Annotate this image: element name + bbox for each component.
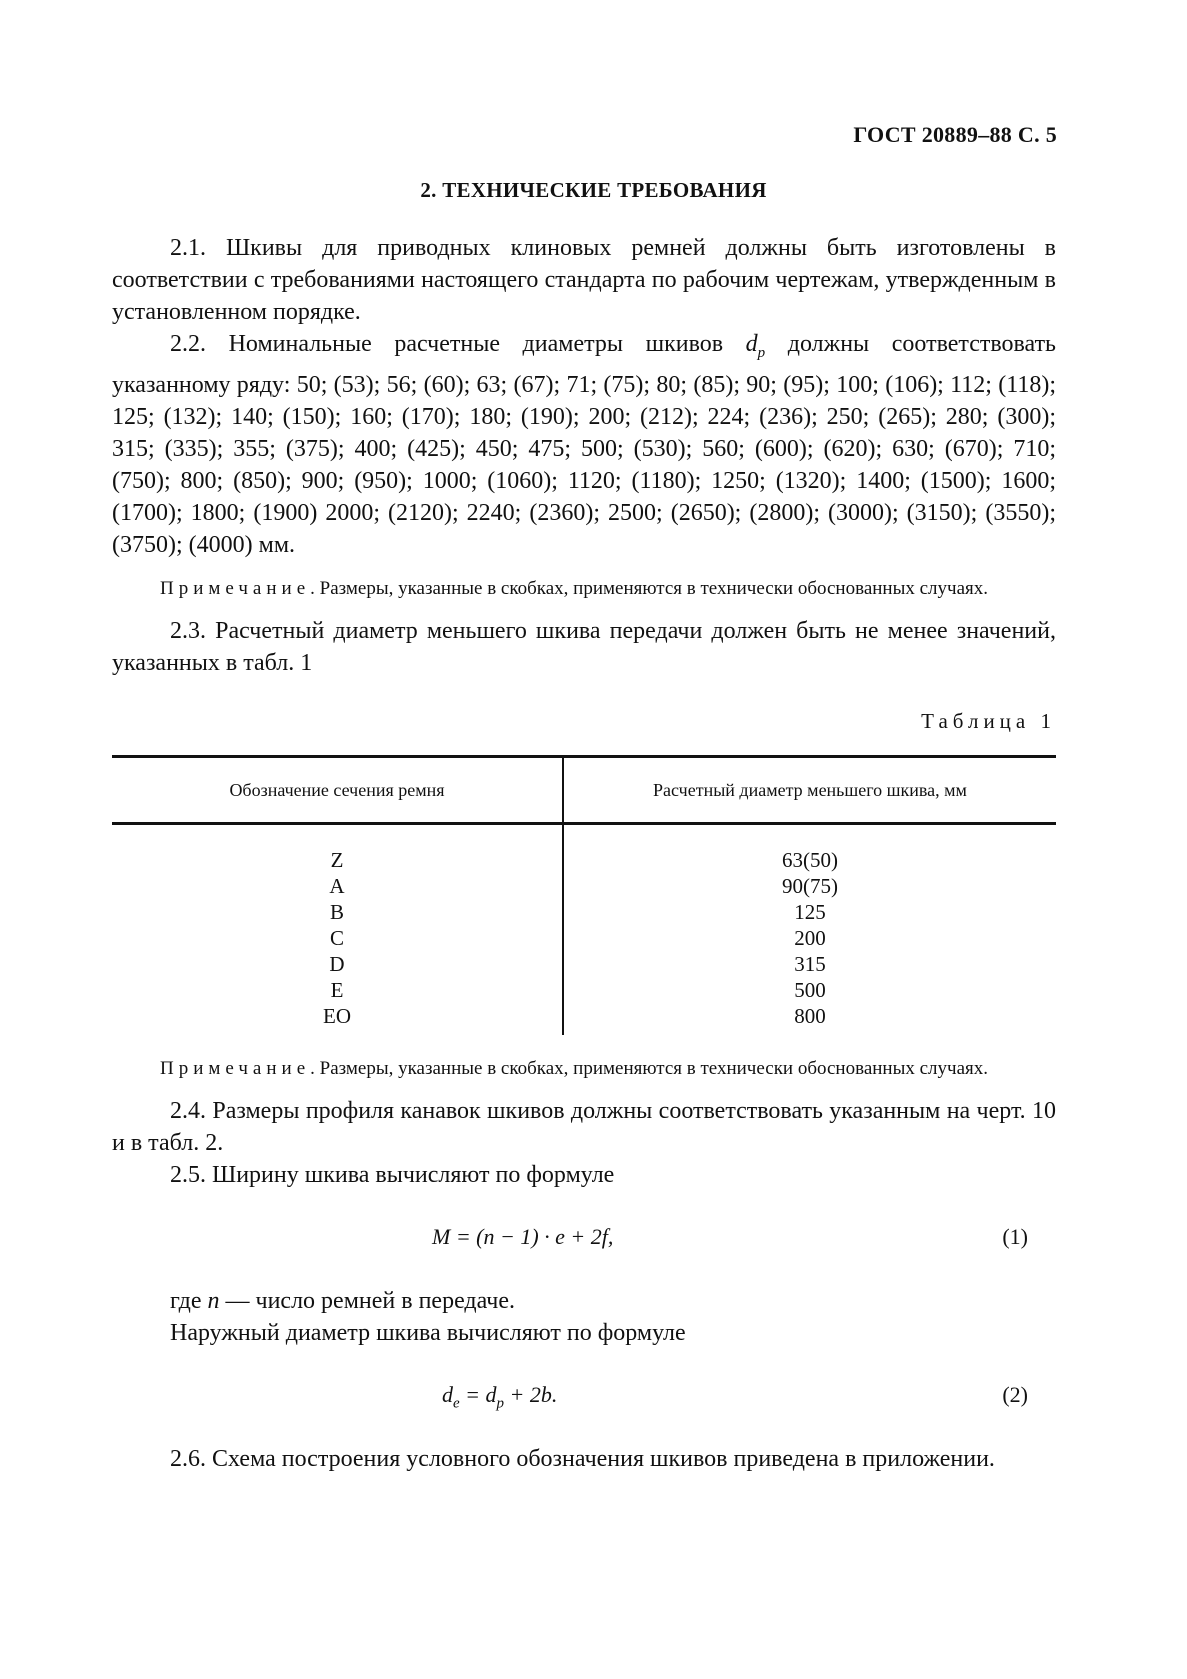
note-1 <box>112 577 1056 601</box>
note-2 <box>112 1057 1056 1081</box>
col1-header: Обозначение сечения ремня <box>112 756 563 823</box>
table-header-row <box>112 756 1056 823</box>
formula-1-number: (1) <box>1002 1223 1028 1249</box>
note-label: Примечание <box>160 1057 311 1079</box>
where-text: — число ремней в передаче. <box>219 1287 516 1314</box>
table-row <box>112 951 1056 977</box>
cell-diameter: 200 <box>794 925 826 950</box>
paragraph-2-1: 2.1. Шкивы для приводных клиновых ремней должны быть изготовлены в соответствии с требованиями настоящего стандарта по рабочим чертежам, утвержденным в установленном порядке. <box>112 235 1056 325</box>
cell-diameter: 800 <box>794 1003 826 1028</box>
cell-section: EO <box>112 1003 563 1035</box>
paragraph-2-6: 2.6. Схема построения условного обозначения шкивов приведена в приложении. <box>170 1445 995 1472</box>
table-1 <box>112 755 1056 1035</box>
table-row <box>112 925 1056 951</box>
paragraph-2-3: 2.3. Расчетный диаметр меньшего шкива передачи должен быть не менее значений, указанных в табл. 1 <box>112 617 1056 676</box>
cell-section: E <box>112 977 563 1003</box>
paragraph-2-5: 2.5. Ширину шкива вычисляют по формуле <box>170 1161 615 1188</box>
formula-2-de-sub: e <box>453 1395 460 1412</box>
var-d-sub: p <box>757 344 766 361</box>
cell-diameter: 125 <box>794 899 826 924</box>
paragraph-2-2 <box>112 328 1056 561</box>
formula-2-dp-sub: p <box>496 1395 505 1412</box>
formula-2 <box>112 1375 1056 1415</box>
formula-2-expression <box>442 1379 557 1419</box>
cell-diameter: 90(75) <box>782 873 838 898</box>
cell-section: Z <box>112 823 563 873</box>
cell-diameter: 63(50) <box>782 847 838 872</box>
where-prefix: где <box>170 1287 208 1314</box>
cell-section: D <box>112 951 563 977</box>
var-n: n <box>207 1287 220 1314</box>
table-row <box>112 977 1056 1003</box>
cell-section: A <box>112 873 563 899</box>
formula-2-mid: = d <box>459 1381 497 1407</box>
document-body <box>112 232 1056 1475</box>
formula-2-end: + 2b. <box>504 1381 558 1407</box>
cell-diameter: 315 <box>794 951 826 976</box>
table-row <box>112 1003 1056 1035</box>
formula-1-expression: M = (n − 1) · e + 2f, <box>432 1223 614 1249</box>
cell-section: C <box>112 925 563 951</box>
table-row <box>112 899 1056 925</box>
formula-2-number: (2) <box>1002 1381 1028 1407</box>
where-n <box>112 1285 1056 1317</box>
var-d: d <box>745 331 758 357</box>
cell-section: B <box>112 899 563 925</box>
col2-header: Расчетный диаметр меньшего шкива, мм <box>563 756 1056 823</box>
note-text: . Размеры, указанные в скобках, применяются в технически обоснованных случаях. <box>310 1057 988 1079</box>
outer-diameter-intro: Наружный диаметр шкива вычисляют по формуле <box>170 1319 686 1346</box>
paragraph-2-4: 2.4. Размеры профиля канавок шкивов должны соответствовать указанным на черт. 10 и в табл. 2. <box>112 1097 1056 1156</box>
table-caption: Таблица 1 <box>921 708 1056 733</box>
note-label: Примечание <box>160 577 311 599</box>
section-title: 2. ТЕХНИЧЕСКИЕ ТРЕБОВАНИЯ <box>420 178 767 202</box>
table-row <box>112 873 1056 899</box>
page-header: ГОСТ 20889–88 С. 5 <box>853 122 1057 147</box>
table-row <box>112 823 1056 873</box>
cell-diameter: 500 <box>794 977 826 1002</box>
formula-1 <box>112 1217 1056 1257</box>
note-text: . Размеры, указанные в скобках, применяются в технически обоснованных случаях. <box>310 577 988 599</box>
paragraph-2-2-start: 2.2. Номинальные расчетные диаметры шкивов <box>170 331 746 357</box>
paragraph-2-2-end: должны соответствовать указанному ряду: 50; (53); 56; (60); 63; (67); 71; (75); 80; (85); 90; (95); 100; (106); 112; (118); 125; (132); 140; (150); 160; (170); 180; (190); 200; (212); 224; (236); 250; (265); 280; (300); 315; (335); 355; (375); 400; (425); 450; 475; 500; (530); 560; (600); (620); 630; (670); 710; (750); 800; (850); 900; (950); 1000; (1060); 1120; (1180); 1250; (1320); 1400; (1500); 1600; (1700); 1800; (1900) 2000; (2120); 2240; (2360); 2500; (2650); (2800); (3000); (3150); (3550); (3750); (4000) мм. <box>112 331 1056 558</box>
formula-2-de: d <box>442 1381 453 1407</box>
